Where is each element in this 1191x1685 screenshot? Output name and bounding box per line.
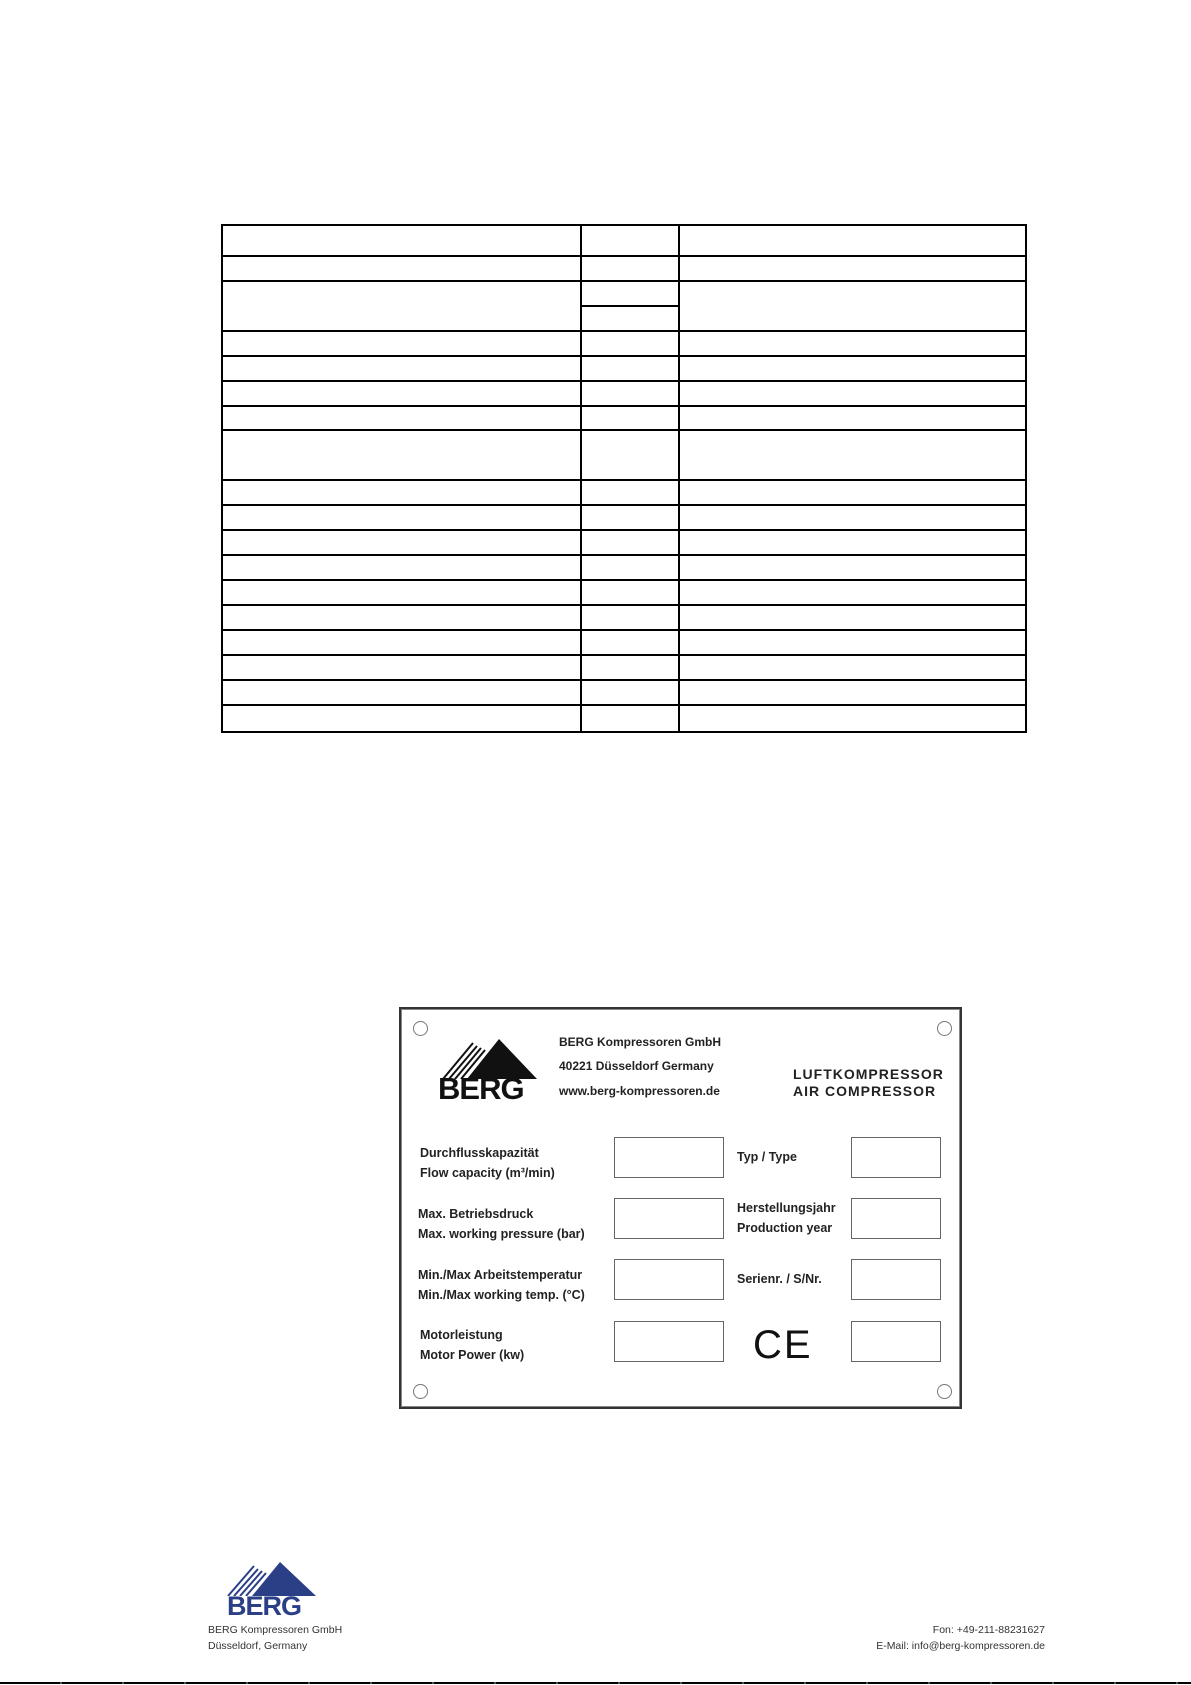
type-label: Typ / Type — [737, 1150, 797, 1164]
table-row-divider — [223, 704, 1025, 706]
table-row-divider — [223, 330, 1025, 332]
production-year-field — [851, 1198, 941, 1239]
product-title-en: AIR COMPRESSOR — [793, 1083, 937, 1099]
max-pressure-label: Max. Betriebsdruck Max. working pressure (bar) — [418, 1207, 585, 1241]
table-row-divider — [223, 479, 1025, 481]
berg-logo — [437, 1035, 537, 1106]
ce-field — [851, 1321, 941, 1362]
table-row-divider — [223, 554, 1025, 556]
flow-capacity-label: Durchflusskapazität Flow capacity (m³/min) — [420, 1146, 555, 1180]
footer-company: BERG Kompressoren GmbH — [208, 1624, 343, 1636]
company-address: 40221 Düsseldorf Germany — [559, 1059, 714, 1073]
footer-phone: Fon: +49-211-88231627 — [932, 1624, 1045, 1636]
table-row-divider — [223, 579, 1025, 581]
logo-wordmark: BERG — [438, 1071, 524, 1106]
spec-table — [221, 224, 1027, 733]
company-name: BERG Kompressoren GmbH — [559, 1035, 722, 1049]
working-temp-label: Min./Max Arbeitstemperatur Min./Max working temp. (°C) — [418, 1268, 585, 1302]
ce-mark: CE — [753, 1323, 813, 1367]
footer-berg-logo — [226, 1560, 316, 1620]
table-row-divider — [223, 280, 1025, 282]
table-row-divider — [223, 529, 1025, 531]
mounting-hole — [413, 1021, 428, 1036]
table-row-divider — [223, 255, 1025, 257]
flow-capacity-field — [614, 1137, 724, 1178]
table-row-divider — [223, 679, 1025, 681]
production-year-label: Herstellungsjahr Production year — [737, 1201, 836, 1235]
company-website: www.berg-kompressoren.de — [559, 1084, 720, 1098]
mounting-hole — [937, 1384, 952, 1399]
max-pressure-field — [614, 1198, 724, 1239]
motor-power-label: Motorleistung Motor Power (kw) — [420, 1328, 525, 1362]
footer-email: E-Mail: info@berg-kompressoren.de — [876, 1640, 1045, 1652]
footer-city: Düsseldorf, Germany — [208, 1640, 308, 1652]
table-row-divider — [223, 380, 1025, 382]
table-row-divider — [223, 355, 1025, 357]
compressor-nameplate — [399, 1007, 962, 1409]
page-bottom-rule — [0, 1682, 1191, 1684]
mounting-hole — [937, 1021, 952, 1036]
table-row-divider — [223, 629, 1025, 631]
working-temp-field — [614, 1259, 724, 1300]
table-row-divider — [223, 654, 1025, 656]
type-field — [851, 1137, 941, 1178]
table-row-divider — [223, 604, 1025, 606]
table-row-divider — [223, 504, 1025, 506]
product-title-de: LUFTKOMPRESSOR — [793, 1066, 944, 1082]
product-title — [793, 1066, 944, 1100]
table-row-divider — [223, 429, 1025, 431]
table-row-divider — [580, 305, 678, 307]
table-row-divider — [223, 405, 1025, 407]
footer-logo-wordmark: BERG — [227, 1591, 302, 1621]
serial-number-field — [851, 1259, 941, 1300]
mounting-hole — [413, 1384, 428, 1399]
serial-number-label: Serienr. / S/Nr. — [737, 1272, 822, 1286]
motor-power-field — [614, 1321, 724, 1362]
